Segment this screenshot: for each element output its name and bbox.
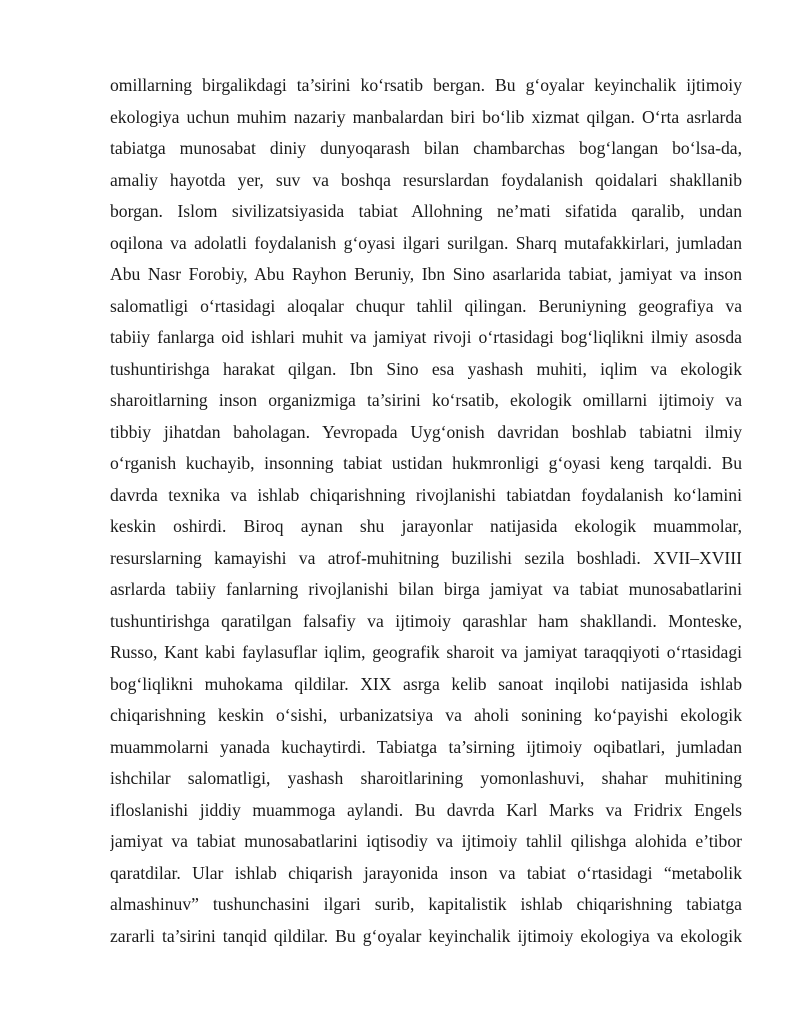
text-line: ishchilar salomatligi, yashash sharoitlarining yomonlashuvi, shahar muhitining: [110, 768, 742, 788]
text-line: davrda texnika va ishlab chiqarishning rivojlanishi tabiatdan foydalanish ko‘lamini: [110, 484, 742, 505]
text-line: chiqarishning keskin o‘sishi, urbanizatsiya va aholi sonining ko‘payishi ekologik: [110, 705, 742, 725]
text-line: borgan. Islom sivilizatsiyasida tabiat Allohning ne’mati sifatida qaralib, undan: [110, 201, 742, 221]
text-line: Russo, Kant kabi faylasuflar iqlim, geografik sharoit va jamiyat taraqqiyoti o‘rtasidagi: [110, 642, 742, 662]
text-line: tushuntirishga qaratilgan falsafiy va ijtimoiy qarashlar ham shakllandi. Monteske,: [110, 610, 742, 631]
text-line: tabiiy fanlarga oid ishlari muhit va jamiyat rivoji o‘rtasidagi bog‘liqlikni ilmiy asosda: [110, 327, 742, 347]
text-line: tabiatga munosabat diniy dunyoqarash bilan chambarchas bog‘langan bo‘lsa-da,: [110, 138, 742, 158]
text-line: tushuntirishga harakat qilgan. Ibn Sino esa yashash muhiti, iqlim va ekologik: [110, 358, 742, 379]
text-line: tibbiy jihatdan baholagan. Yevropada Uyg‘onish davridan boshlab tabiatni ilmiy: [110, 421, 742, 442]
text-line: zararli ta’sirini tanqid qildilar. Bu g‘oyalar keyinchalik ijtimoiy ekologiya va ekologik: [110, 925, 742, 946]
text-line: ekologiya uchun muhim nazariy manbalardan biri bo‘lib xizmat qilgan. O‘rta asrlarda: [110, 106, 742, 127]
text-line: Abu Nasr Forobiy, Abu Rayhon Beruniy, Ibn Sino asarlarida tabiat, jamiyat va inson: [110, 264, 742, 284]
text-line: oqilona va adolatli foydalanish g‘oyasi ilgari surilgan. Sharq mutafakkirlari, jumladan: [110, 232, 742, 253]
text-line: amaliy hayotda yer, suv va boshqa resurslardan foydalanish qoidalari shakllanib: [110, 169, 742, 190]
text-line: omillarning birgalikdagi ta’sirini ko‘rsatib bergan. Bu g‘oyalar keyinchalik ijtimoiy: [110, 75, 742, 95]
text-line: ifloslanishi jiddiy muammoga aylandi. Bu davrda Karl Marks va Fridrix Engels: [110, 799, 742, 820]
body-paragraph: [110, 70, 742, 952]
text-line: qaratdilar. Ular ishlab chiqarish jarayonida inson va tabiat o‘rtasidagi “metabolik: [110, 862, 742, 883]
text-line: salomatligi o‘rtasidagi aloqalar chuqur tahlil qilingan. Beruniyning geografiya va: [110, 295, 742, 316]
text-line: asrlarda tabiiy fanlarning rivojlanishi bilan birga jamiyat va tabiat munosabatlarini: [110, 579, 742, 599]
text-line: sharoitlarning inson organizmiga ta’sirini ko‘rsatib, ekologik omillarni ijtimoiy va: [110, 390, 742, 410]
text-line: jamiyat va tabiat munosabatlarini iqtisodiy va ijtimoiy tahlil qilishga alohida e’tibor: [110, 831, 742, 851]
text-line: muammolarni yanada kuchaytirdi. Tabiatga ta’sirning ijtimoiy oqibatlari, jumladan: [110, 736, 742, 757]
text-line: bog‘liqlikni muhokama qildilar. XIX asrga kelib sanoat inqilobi natijasida ishlab: [110, 673, 742, 694]
text-line: o‘rganish kuchayib, insonning tabiat ustidan hukmronligi g‘oyasi keng tarqaldi. Bu: [110, 453, 742, 473]
text-line: resurslarning kamayishi va atrof-muhitning buzilishi sezila boshladi. XVII–XVIII: [110, 547, 742, 568]
text-line: almashinuv” tushunchasini ilgari surib, kapitalistik ishlab chiqarishning tabiatga: [110, 894, 742, 914]
text-line: keskin oshirdi. Biroq aynan shu jarayonlar natijasida ekologik muammolar,: [110, 516, 742, 536]
